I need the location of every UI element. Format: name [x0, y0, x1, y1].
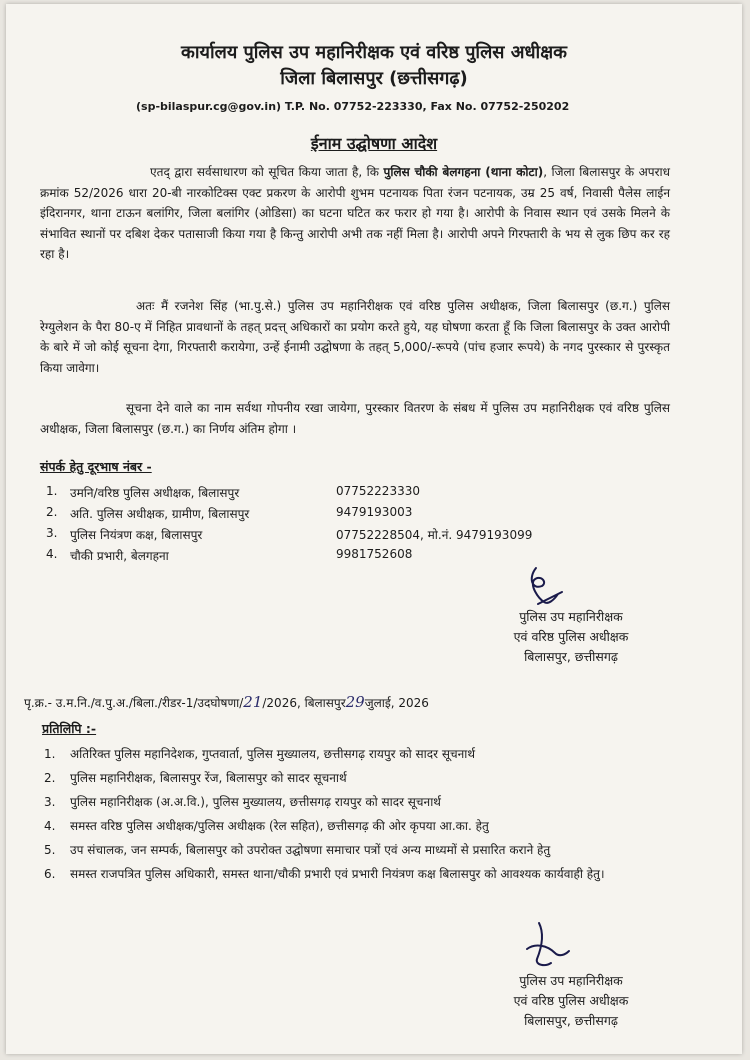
copy-item — [44, 768, 674, 788]
copy-item — [44, 864, 674, 884]
document-page — [6, 4, 742, 1054]
paragraph-incident-rest: , जिला बिलासपुर के अपराध क्रमांक 52/2026 धारा 20-बी नारकोटिक्स एक्ट प्रकरण के आरोपी शुभम पटनायक पिता रंजन पटनायक, उम्र 25 वर्ष, निवासी पैलेस लाईन इंदिरानगर, थाना टाऊन बलांगिर, जिला बलांगिर (ओडिसा) का घटना घटित कर फरार हो गया है। आरोपी के निवास स्थान एवं उसके मिलने के संभावित स्थानों पर दबिश देकर पतासाजी किया गया है किन्तु आरोपी अभी तक नहीं मिला है। आरोपी अपने गिरफ्तारी के भय से लुक छिप कर रह रहा है। — [40, 165, 670, 261]
signature-title-line2: एवं वरिष्ठ पुलिस अधीक्षक — [513, 629, 629, 644]
copy-number: 3. — [44, 795, 56, 809]
copy-text: पुलिस महानिरीक्षक, बिलासपुर रेंज, बिलासपुर को सादर सूचनार्थ — [70, 771, 347, 785]
reference-suffix: जुलाई, 2026 — [364, 696, 429, 710]
document-title: ईनाम उद्घोषणा आदेश — [310, 134, 438, 153]
paragraph-incident-prefix: एतद् द्वारा सर्वसाधारण को सूचित किया जाता है, कि — [150, 165, 384, 179]
contact-phone: 07752228504, मो.नं. 9479193099 — [336, 528, 533, 542]
contact-number: 3. — [46, 526, 58, 540]
paragraph-confidentiality: सूचना देने वाले का नाम सर्वथा गोपनीय रखा जायेगा, पुरस्कार वितरण के संबध में पुलिस उप महानिरीक्षक एवं वरिष्ठ पुलिस अधीक्षक, जिला बिलासपुर (छ.ग.) का निर्णय अंतिम होगा । — [40, 401, 670, 436]
copy-text: अतिरिक्त पुलिस महानिदेशक, गुप्तवार्ता, पुलिस मुख्यालय, छत्तीसगढ़ रायपुर को सादर सूचनार्थ — [70, 747, 476, 761]
copy-item — [44, 792, 674, 812]
contact-number: 4. — [46, 547, 58, 561]
reference-line — [24, 693, 724, 711]
copy-text: पुलिस महानिरीक्षक (अ.अ.वि.), पुलिस मुख्यालय, छत्तीसगढ़ रायपुर को सादर सूचनार्थ — [70, 795, 441, 809]
office-contact-line: (sp-bilaspur.cg@gov.in) T.P. No. 07752-223330, Fax No. 07752-250202 — [136, 100, 570, 113]
reference-middle: /2026, बिलासपुर — [262, 696, 346, 710]
contact-name: चौकी प्रभारी, बेलगहना — [70, 549, 169, 563]
contact-number: 1. — [46, 484, 58, 498]
copy-number: 6. — [44, 867, 56, 881]
paragraph-incident-bold: पुलिस चौकी बेलगहना (थाना कोटा) — [383, 165, 544, 179]
signature-mark-2 — [511, 919, 581, 979]
copy-number: 2. — [44, 771, 56, 785]
contact-name: अति. पुलिस अधीक्षक, ग्रामीण, बिलासपुर — [70, 507, 250, 521]
office-title-line1: कार्यालय पुलिस उप महानिरीक्षक एवं वरिष्ठ पुलिस अधीक्षक — [181, 42, 567, 63]
signature-title-line2: एवं वरिष्ठ पुलिस अधीक्षक — [513, 993, 629, 1008]
copies-list — [44, 744, 674, 888]
contacts-list — [46, 484, 646, 568]
contact-phone: 07752223330 — [336, 484, 420, 498]
copy-number: 4. — [44, 819, 56, 833]
contacts-heading: संपर्क हेतु दूरभाष नंबर - — [40, 459, 152, 474]
contact-row — [46, 526, 646, 547]
contact-phone: 9981752608 — [336, 547, 413, 561]
reference-prefix: पृ.क्र.- उ.म.नि./व.पु.अ./बिला./रीडर-1/उदघोषणा/ — [24, 696, 244, 710]
reference-handwritten-number: 21 — [243, 693, 263, 711]
office-title-line2: जिला बिलासपुर (छत्तीसगढ़) — [280, 68, 468, 89]
signature-place: बिलासपुर, छत्तीसगढ़ — [524, 649, 618, 664]
signature-place: बिलासपुर, छत्तीसगढ़ — [524, 1013, 618, 1028]
paragraph-incident — [40, 162, 670, 265]
copies-heading: प्रतिलिपि :- — [42, 721, 97, 736]
signature-title-line1: पुलिस उप महानिरीक्षक — [519, 973, 623, 988]
contact-row — [46, 484, 646, 505]
signature-block-1 — [476, 607, 666, 667]
signature-title-line1: पुलिस उप महानिरीक्षक — [519, 609, 623, 624]
copy-number: 1. — [44, 747, 56, 761]
copy-item — [44, 816, 674, 836]
copy-text: उप संचालक, जन सम्पर्क, बिलासपुर को उपरोक्त उद्घोषणा समाचार पत्रों एवं अन्य माध्यमों से प्रसारित कराने हेतु — [70, 843, 551, 857]
reference-handwritten-day: 29 — [345, 693, 365, 711]
signature-block-2 — [476, 971, 666, 1031]
copy-text: समस्त वरिष्ठ पुलिस अधीक्षक/पुलिस अधीक्षक (रेल सहित), छत्तीसगढ़ की ओर कृपया आ.का. हेतु — [70, 819, 489, 833]
copy-item — [44, 744, 674, 764]
copy-text: समस्त राजपत्रित पुलिस अधिकारी, समस्त थाना/चौकी प्रभारी एवं प्रभारी नियंत्रण कक्ष बिलासपुर को आवश्यक कार्यवाही हेतु। — [70, 867, 605, 881]
contact-phone: 9479193003 — [336, 505, 413, 519]
copy-item — [44, 840, 674, 860]
copy-number: 5. — [44, 843, 56, 857]
contact-name: उमनि/वरिष्ठ पुलिस अधीक्षक, बिलासपुर — [70, 486, 240, 500]
contact-name: पुलिस नियंत्रण कक्ष, बिलासपुर — [70, 528, 203, 542]
paragraph-declaration: अतः मैं रजनेश सिंह (भा.पु.से.) पुलिस उप महानिरीक्षक एवं वरिष्ठ पुलिस अधीक्षक, जिला बिलासपुर (छ.ग.) पुलिस रेग्युलेशन के पैरा 80-ए में निहित प्रावधानों के तहत् प्रदत्त् अधिकारों का प्रयोग करते हुये, यह घोषणा करता हूँ कि जिला बिलासपुर के उक्त आरोपी के बारे में जो कोई सूचना देगा, गिरफ्तारी करायेगा, उन्हें ईनामी उद्घोषणा के तहत् 5,000/-रूपये (पांच हजार रूपये) के नगद पुरस्कार से पुरस्कृत किया जावेगा। — [40, 299, 670, 375]
contact-number: 2. — [46, 505, 58, 519]
contact-row — [46, 505, 646, 526]
